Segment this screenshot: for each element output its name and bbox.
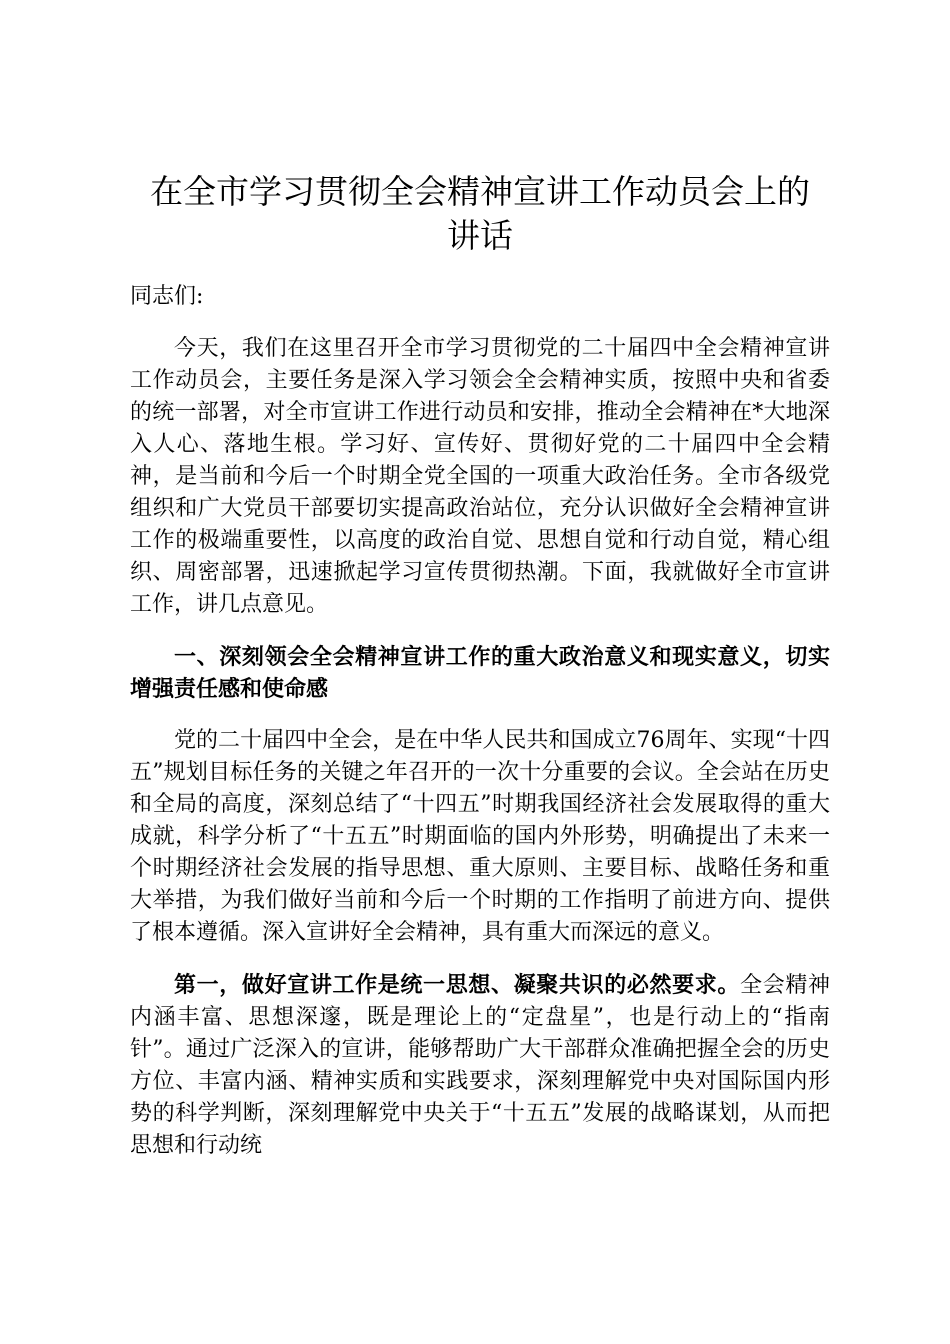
point-1-paragraph — [130, 969, 830, 1162]
title-line-2: 讲话 — [447, 216, 513, 255]
section-1-heading: 一、深刻领会全会精神宣讲工作的重大政治意义和现实意义，切实增强责任感和使命感 — [130, 644, 830, 702]
document-title — [130, 170, 830, 258]
document-page — [130, 170, 830, 1162]
title-line-1: 在全市学习贯彻全会精神宣讲工作动员会上的 — [150, 172, 810, 211]
section-1-paragraph: 党的二十届四中全会，是在中华人民共和国成立76周年、实现“十四五”规划目标任务的关键之年召开的一次十分重要的会议。全会站在历史和全局的高度，深刻总结了“十四五”时期我国经济社会发展取得的重大成就，科学分析了“十五五”时期面临的国内外形势，明确提出了未来一个时期经济社会发展的指导思想、重大原则、主要目标、战略任务和重大举措，为我们做好当前和今后一个时期的工作指明了前进方向、提供了根本遵循。深入宣讲好全会精神，具有重大而深远的意义。 — [130, 728, 830, 945]
intro-paragraph: 今天，我们在这里召开全市学习贯彻党的二十届四中全会精神宣讲工作动员会，主要任务是深入学习领会全会精神实质，按照中央和省委的统一部署，对全市宣讲工作进行动员和安排，推动全会精神在*大地深入人心、落地生根。学习好、宣传好、贯彻好党的二十届四中全会精神，是当前和今后一个时期全党全国的一项重大政治任务。全市各级党组织和广大党员干部要切实提高政治站位，充分认识做好全会精神宣讲工作的极端重要性，以高度的政治自觉、思想自觉和行动自觉，精心组织、周密部署，迅速掀起学习宣传贯彻热潮。下面，我就做好全市宣讲工作，讲几点意见。 — [130, 336, 830, 617]
salutation: 同志们: — [130, 284, 204, 309]
point-1-body: 全会精神内涵丰富、思想深邃，既是理论上的“定盘星”，也是行动上的“指南针”。通过广泛深入的宣讲，能够帮助广大干部群众准确把握全会的历史方位、丰富内涵、精神实质和实践要求，深刻理解党中央对国际国内形势的科学判断，深刻理解党中央关于“十五五”发展的战略谋划，从而把思想和行动统 — [130, 973, 830, 1158]
point-1-lead: 第一，做好宣讲工作是统一思想、凝聚共识的必然要求。 — [174, 972, 741, 998]
